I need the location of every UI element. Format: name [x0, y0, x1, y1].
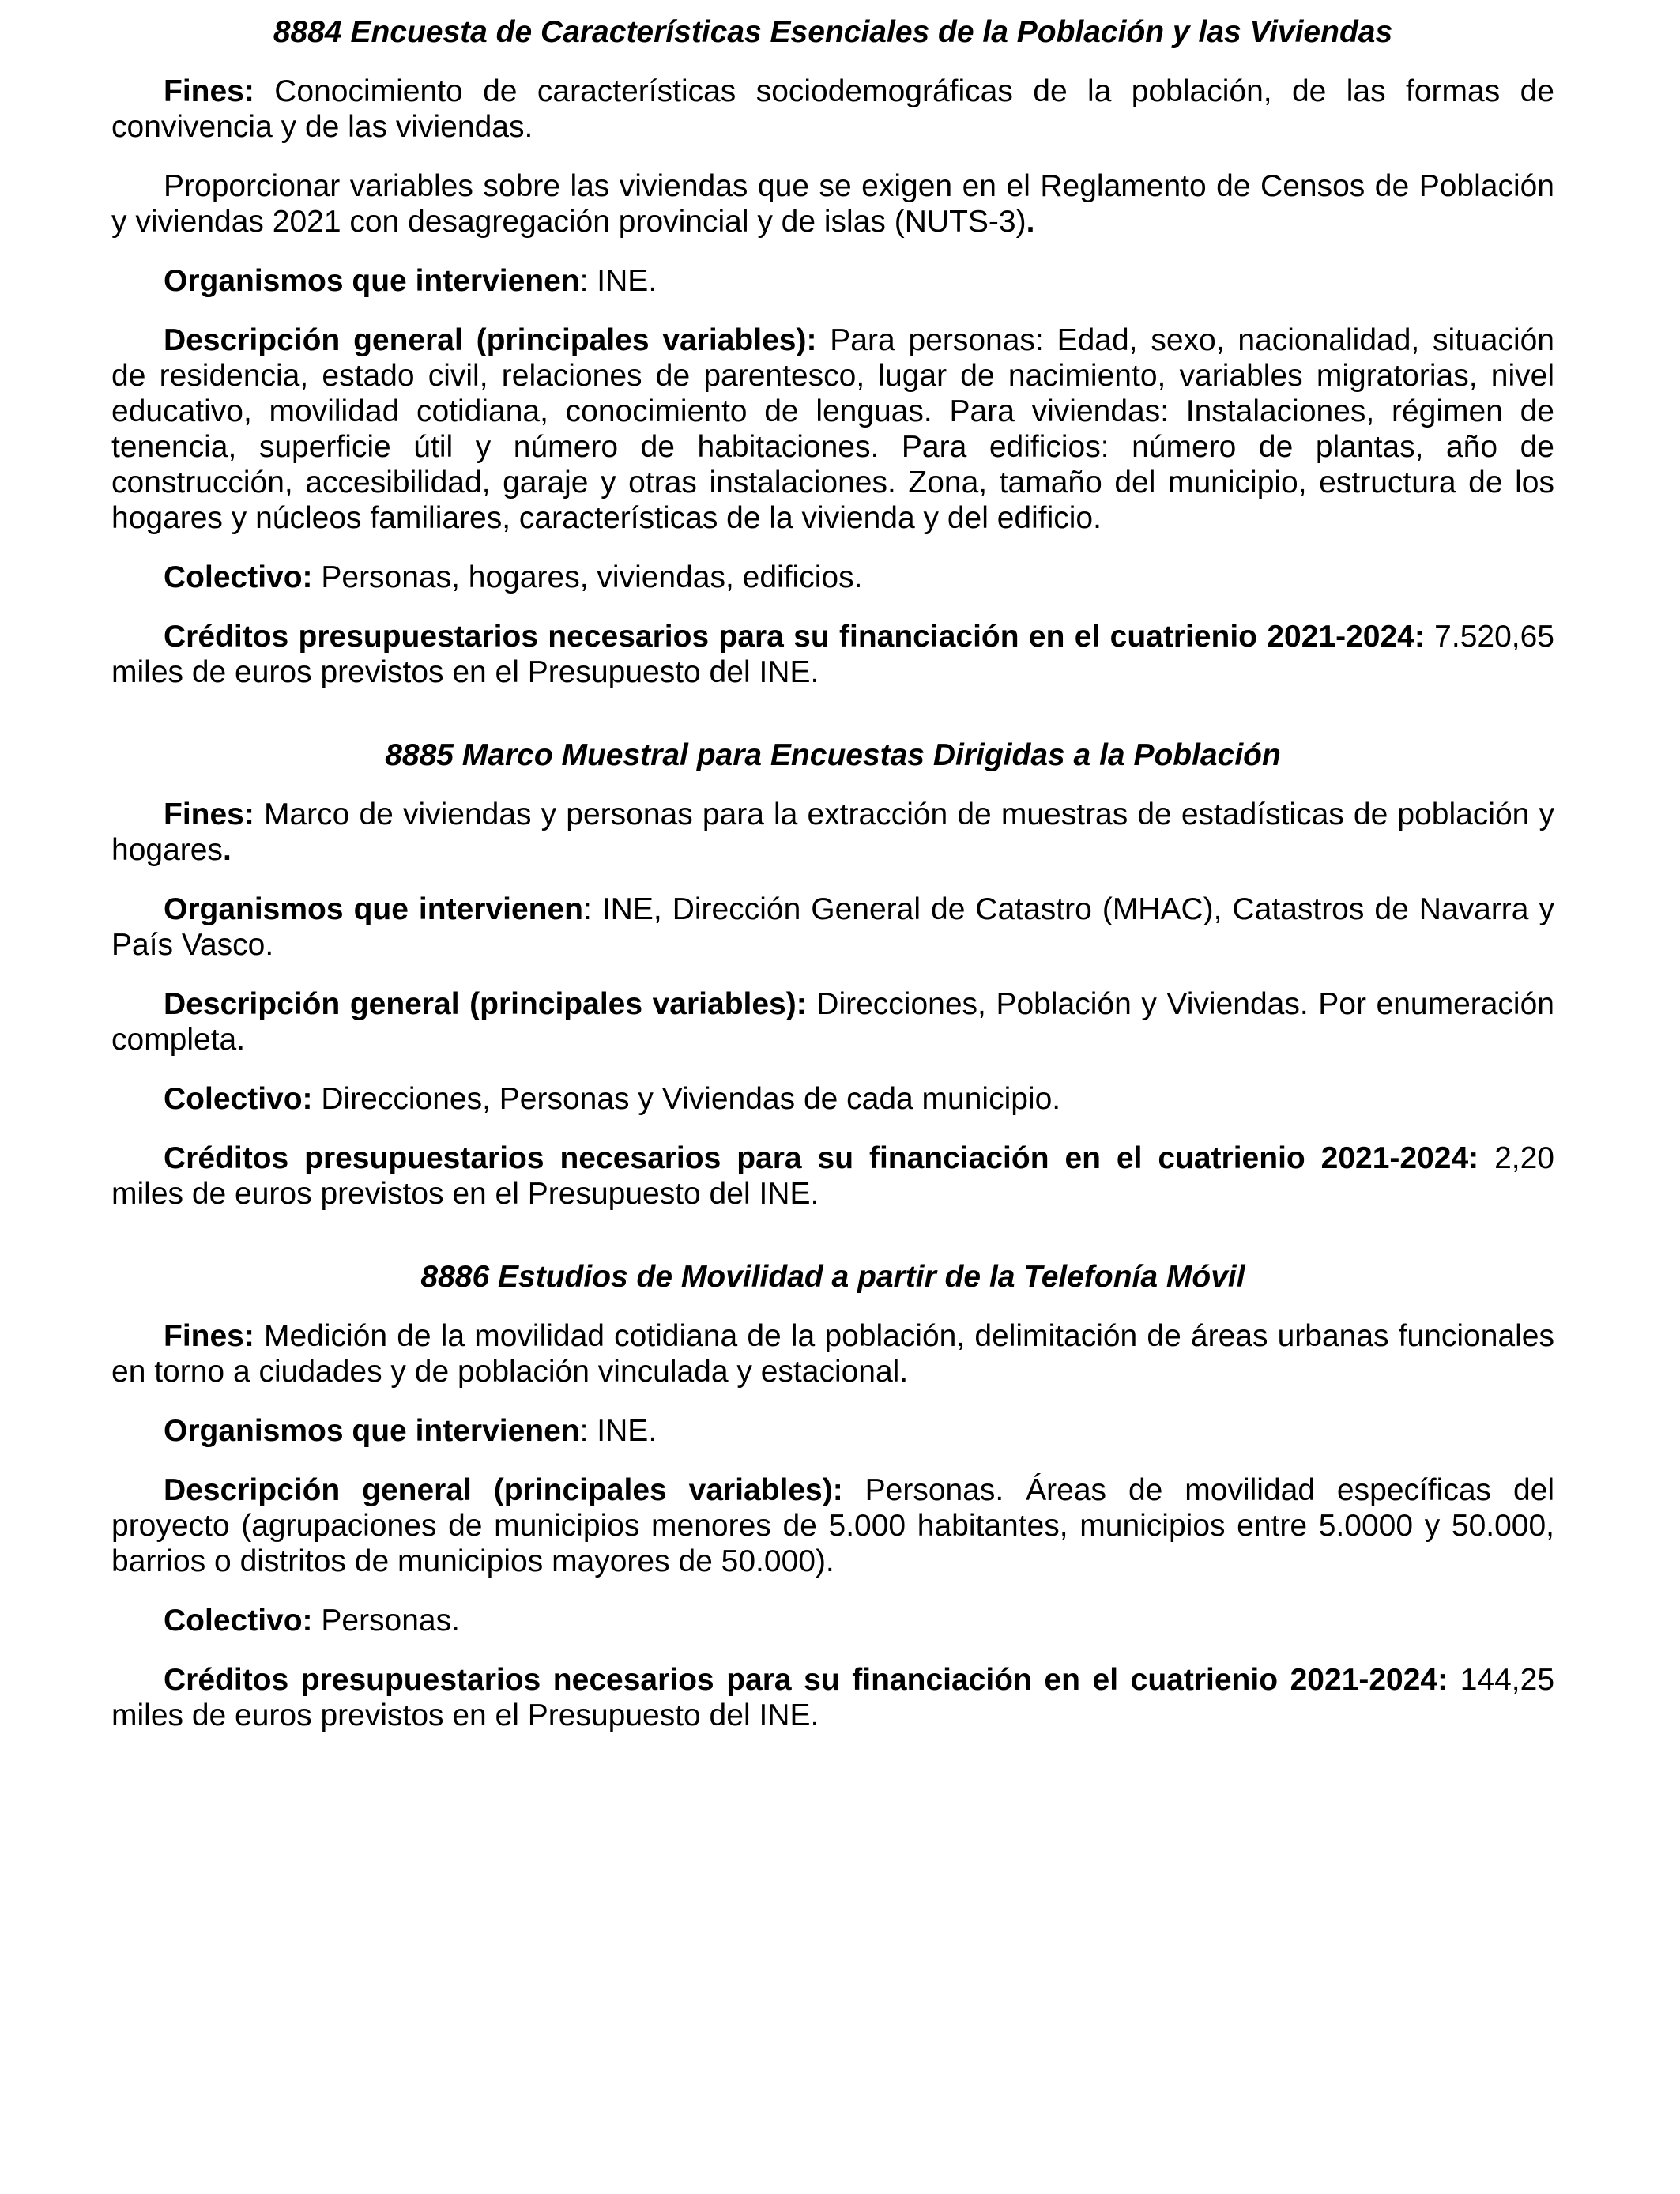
fines-extra-end: . [1026, 205, 1035, 239]
organismos-label: Organismos que intervienen [164, 264, 580, 298]
creditos-paragraph [111, 1662, 1554, 1733]
colectivo-text: Direcciones, Personas y Viviendas de cada municipio. [312, 1082, 1061, 1116]
descripcion-text: Para personas: Edad, sexo, nacionalidad, situación de residencia, estado civil, relaciones de parentesco, lugar de nacimiento, variables migratorias, nivel educativo, movilidad cotidiana, conocimiento de lenguas. Para viviendas: Instalaciones, régimen de tenencia, superficie útil y número de habitaciones. Para edificios: número de plantas, año de construcción, accesibilidad, garaje y otras instalaciones. Zona, tamaño del municipio, estructura de los hogares y núcleos familiares, características de la vivienda y del edificio. [111, 323, 1554, 535]
fines-paragraph [111, 797, 1554, 868]
section-8885 [111, 737, 1554, 1212]
organismos-paragraph [111, 1413, 1554, 1449]
fines-end: . [222, 833, 232, 867]
organismos-text: : INE. [579, 264, 657, 298]
colectivo-text: Personas. [312, 1604, 460, 1638]
organismos-paragraph [111, 892, 1554, 963]
section-8886 [111, 1259, 1554, 1733]
fines-text: Medición de la movilidad cotidiana de la población, delimitación de áreas urbanas funcionales en torno a ciudades y de población vinculada y estacional. [111, 1319, 1554, 1389]
fines-paragraph [111, 74, 1554, 145]
organismos-text: : INE. [579, 1414, 657, 1448]
descripcion-text: Direcciones, Población y Viviendas. Por enumeración completa. [111, 987, 1554, 1057]
organismos-label: Organismos que intervienen [164, 1414, 580, 1448]
descripcion-text: Personas. Áreas de movilidad específicas del proyecto (agrupaciones de municipios menores de 5.000 habitantes, municipios entre 5.0000 y 50.000, barrios o distritos de municipios mayores de 50.000). [111, 1473, 1554, 1578]
colectivo-paragraph [111, 560, 1554, 595]
creditos-text: 7.520,65 miles de euros previstos en el Presupuesto del INE. [111, 620, 1554, 689]
colectivo-paragraph [111, 1081, 1554, 1117]
descripcion-paragraph [111, 322, 1554, 536]
creditos-label: Créditos presupuestarios necesarios para su financiación en el cuatrienio 2021-2024: [164, 1141, 1479, 1175]
fines-label: Fines: [164, 1319, 254, 1353]
colectivo-label: Colectivo: [164, 560, 313, 594]
fines-extra-paragraph [111, 168, 1554, 239]
creditos-label: Créditos presupuestarios necesarios para su financiación en el cuatrienio 2021-2024: [164, 1663, 1448, 1697]
fines-label: Fines: [164, 74, 254, 108]
creditos-label: Créditos presupuestarios necesarios para su financiación en el cuatrienio 2021-2024: [164, 620, 1425, 654]
descripcion-label: Descripción general (principales variables): [164, 1473, 843, 1507]
section-title: 8886 Estudios de Movilidad a partir de la Telefonía Móvil [420, 1260, 1245, 1294]
descripcion-paragraph [111, 1472, 1554, 1579]
colectivo-label: Colectivo: [164, 1604, 313, 1638]
document-page [111, 14, 1554, 1757]
fines-paragraph [111, 1318, 1554, 1389]
creditos-text: 144,25 miles de euros previstos en el Presupuesto del INE. [111, 1663, 1555, 1732]
descripcion-label: Descripción general (principales variables): [164, 987, 807, 1021]
creditos-paragraph [111, 619, 1554, 690]
creditos-paragraph [111, 1140, 1554, 1212]
descripcion-label: Descripción general (principales variables): [164, 323, 817, 357]
section-title: 8884 Encuesta de Características Esenciales de la Población y las Viviendas [273, 15, 1393, 49]
organismos-paragraph [111, 263, 1554, 299]
fines-text: Conocimiento de características sociodemográficas de la población, de las formas de convivencia y de las viviendas. [111, 74, 1554, 144]
descripcion-paragraph [111, 986, 1554, 1057]
organismos-text: : INE, Dirección General de Catastro (MHAC), Catastros de Navarra y País Vasco. [111, 892, 1554, 962]
colectivo-text: Personas, hogares, viviendas, edificios. [312, 560, 863, 594]
fines-text: Marco de viviendas y personas para la extracción de muestras de estadísticas de población y hogares [111, 797, 1554, 867]
colectivo-paragraph [111, 1603, 1554, 1638]
creditos-text: 2,20 miles de euros previstos en el Presupuesto del INE. [111, 1141, 1554, 1211]
section-8884 [111, 14, 1554, 690]
colectivo-label: Colectivo: [164, 1082, 313, 1116]
section-title: 8885 Marco Muestral para Encuestas Dirigidas a la Población [385, 738, 1281, 772]
fines-extra-text: Proporcionar variables sobre las viviendas que se exigen en el Reglamento de Censos de Población y viviendas 2021 con desagregación provincial y de islas (NUTS-3) [111, 169, 1554, 239]
fines-label: Fines: [164, 797, 254, 831]
organismos-label: Organismos que intervienen [164, 892, 583, 926]
